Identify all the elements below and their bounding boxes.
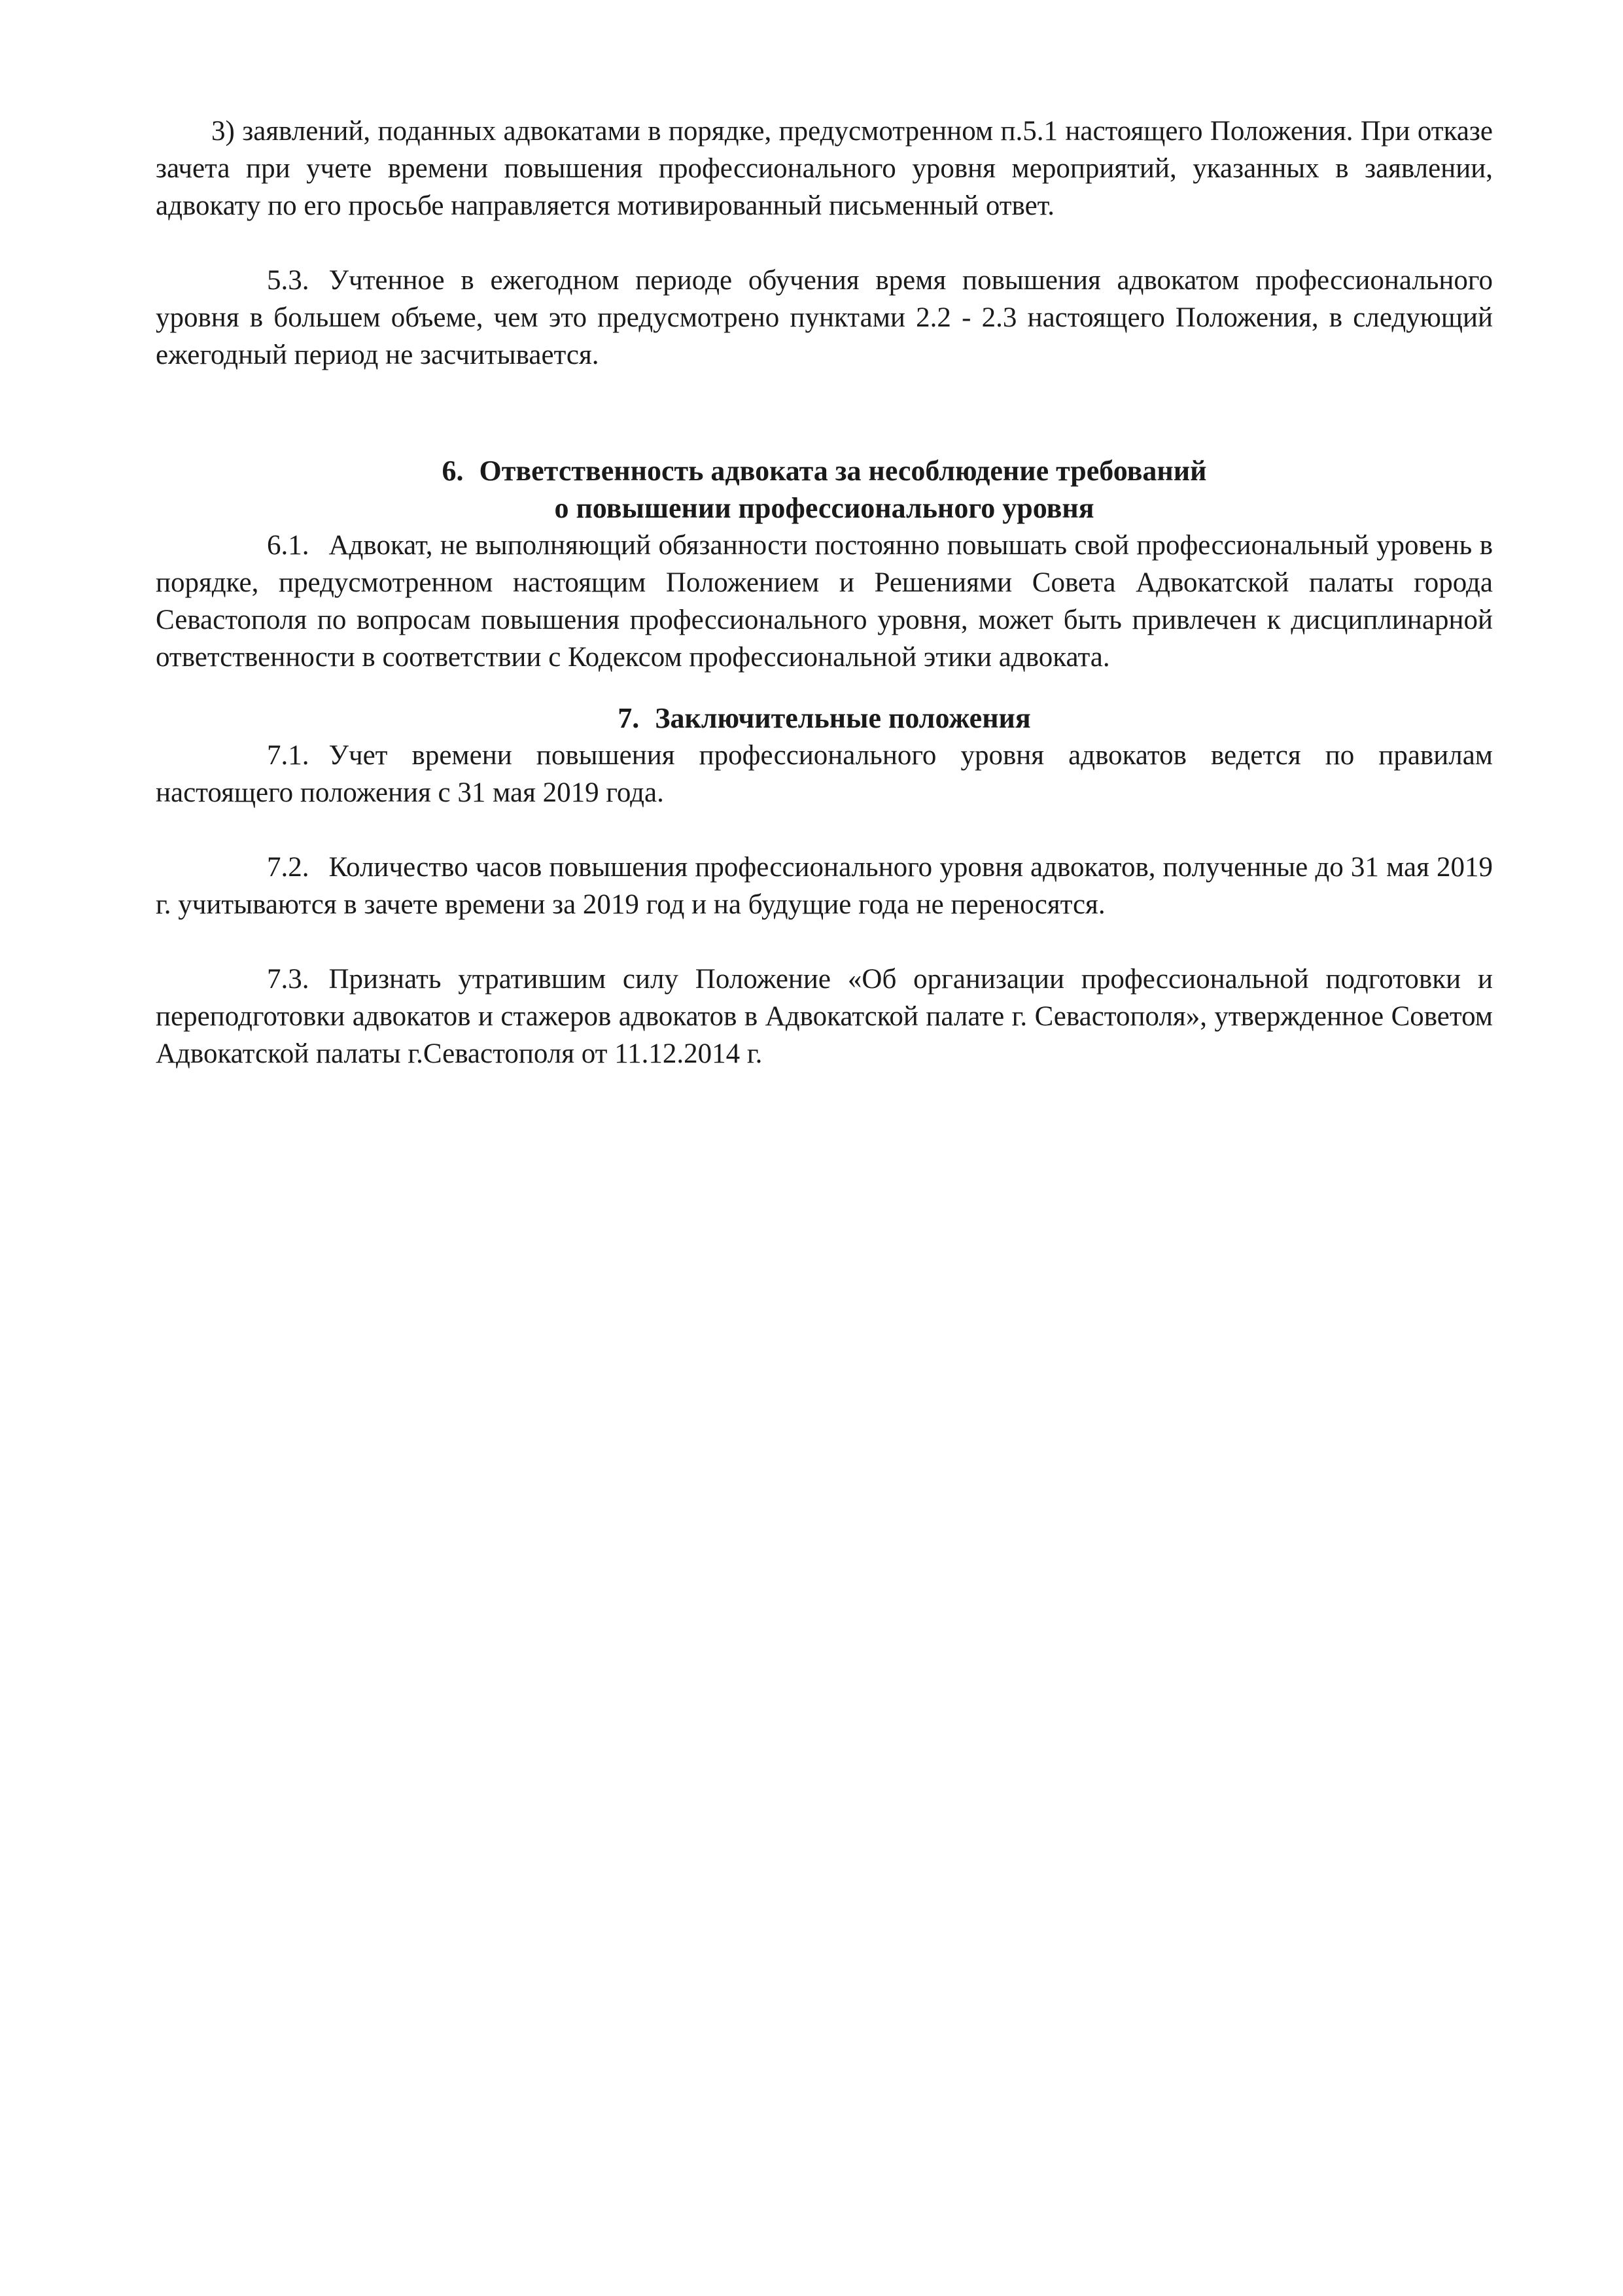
paragraph-5-2-item-3: 3) заявлений, поданных адвокатами в порядке, предусмотренном п.5.1 настоящего Положения. При отказе зачета при учете времени повышения профессионального уровня мероприятий, указанных в заявлении, адвокату по его просьбе направляется мотивированный письменный ответ. xyxy=(156,116,1493,221)
paragraph-7-2 xyxy=(156,849,1493,923)
paragraph-5-3-text: Учтенное в ежегодном периоде обучения время повышения адвокатом профессионального уровня в большем объеме, чем это предусмотрено пунктами 2.2 - 2.3 настоящего Положения, в следующий ежегодный период не засчитывается. xyxy=(156,265,1493,370)
section-6-title-line1: Ответственность адвоката за несоблюдение требований xyxy=(479,455,1207,487)
paragraph-6-1-number: 6.1. xyxy=(267,530,309,561)
paragraph-7-1-number: 7.1. xyxy=(267,740,309,771)
paragraph-7-1 xyxy=(156,737,1493,811)
paragraph-6-1-text: Адвокат, не выполняющий обязанности постоянно повышать свой профессиональный уровень в порядке, предусмотренном настоящим Положением и Решениями Совета Адвокатской палаты города Севастополя по вопросам повышения профессионального уровня, может быть привлечен к дисциплинарной ответственности в соответствии с Кодексом профессиональной этики адвоката. xyxy=(156,530,1493,673)
paragraph-7-2-number: 7.2. xyxy=(267,852,309,883)
section-6-number: 6. xyxy=(442,455,464,487)
section-7-title: Заключительные положения xyxy=(655,702,1031,734)
document-page xyxy=(156,113,1493,1072)
section-7-number: 7. xyxy=(618,702,640,734)
paragraph-7-3 xyxy=(156,961,1493,1072)
section-6-title-line2: о повышении профессионального уровня xyxy=(554,492,1094,524)
paragraph-7-1-text: Учет времени повышения профессионального уровня адвокатов ведется по правилам настоящего положения с 31 мая 2019 года. xyxy=(156,740,1493,808)
section-6-heading-line2 xyxy=(156,489,1493,527)
section-7-heading xyxy=(156,699,1493,737)
paragraph-7-3-number: 7.3. xyxy=(267,964,309,995)
paragraph-5-3-number: 5.3. xyxy=(267,265,309,296)
paragraph-6-1 xyxy=(156,527,1493,676)
section-6-heading xyxy=(156,452,1493,489)
paragraph-7-2-text: Количество часов повышения профессионального уровня адвокатов, полученные до 31 мая 2019 г. учитываются в зачете времени за 2019 год и на будущие года не переносятся. xyxy=(156,852,1493,920)
paragraph-7-3-text: Признать утратившим силу Положение «Об организации профессиональной подготовки и переподготовки адвокатов и стажеров адвокатов в Адвокатской палате г. Севастополя», утвержденное Советом Адвокатской палаты г.Севастополя от 11.12.2014 г. xyxy=(156,964,1493,1069)
paragraph-5-3 xyxy=(156,262,1493,374)
